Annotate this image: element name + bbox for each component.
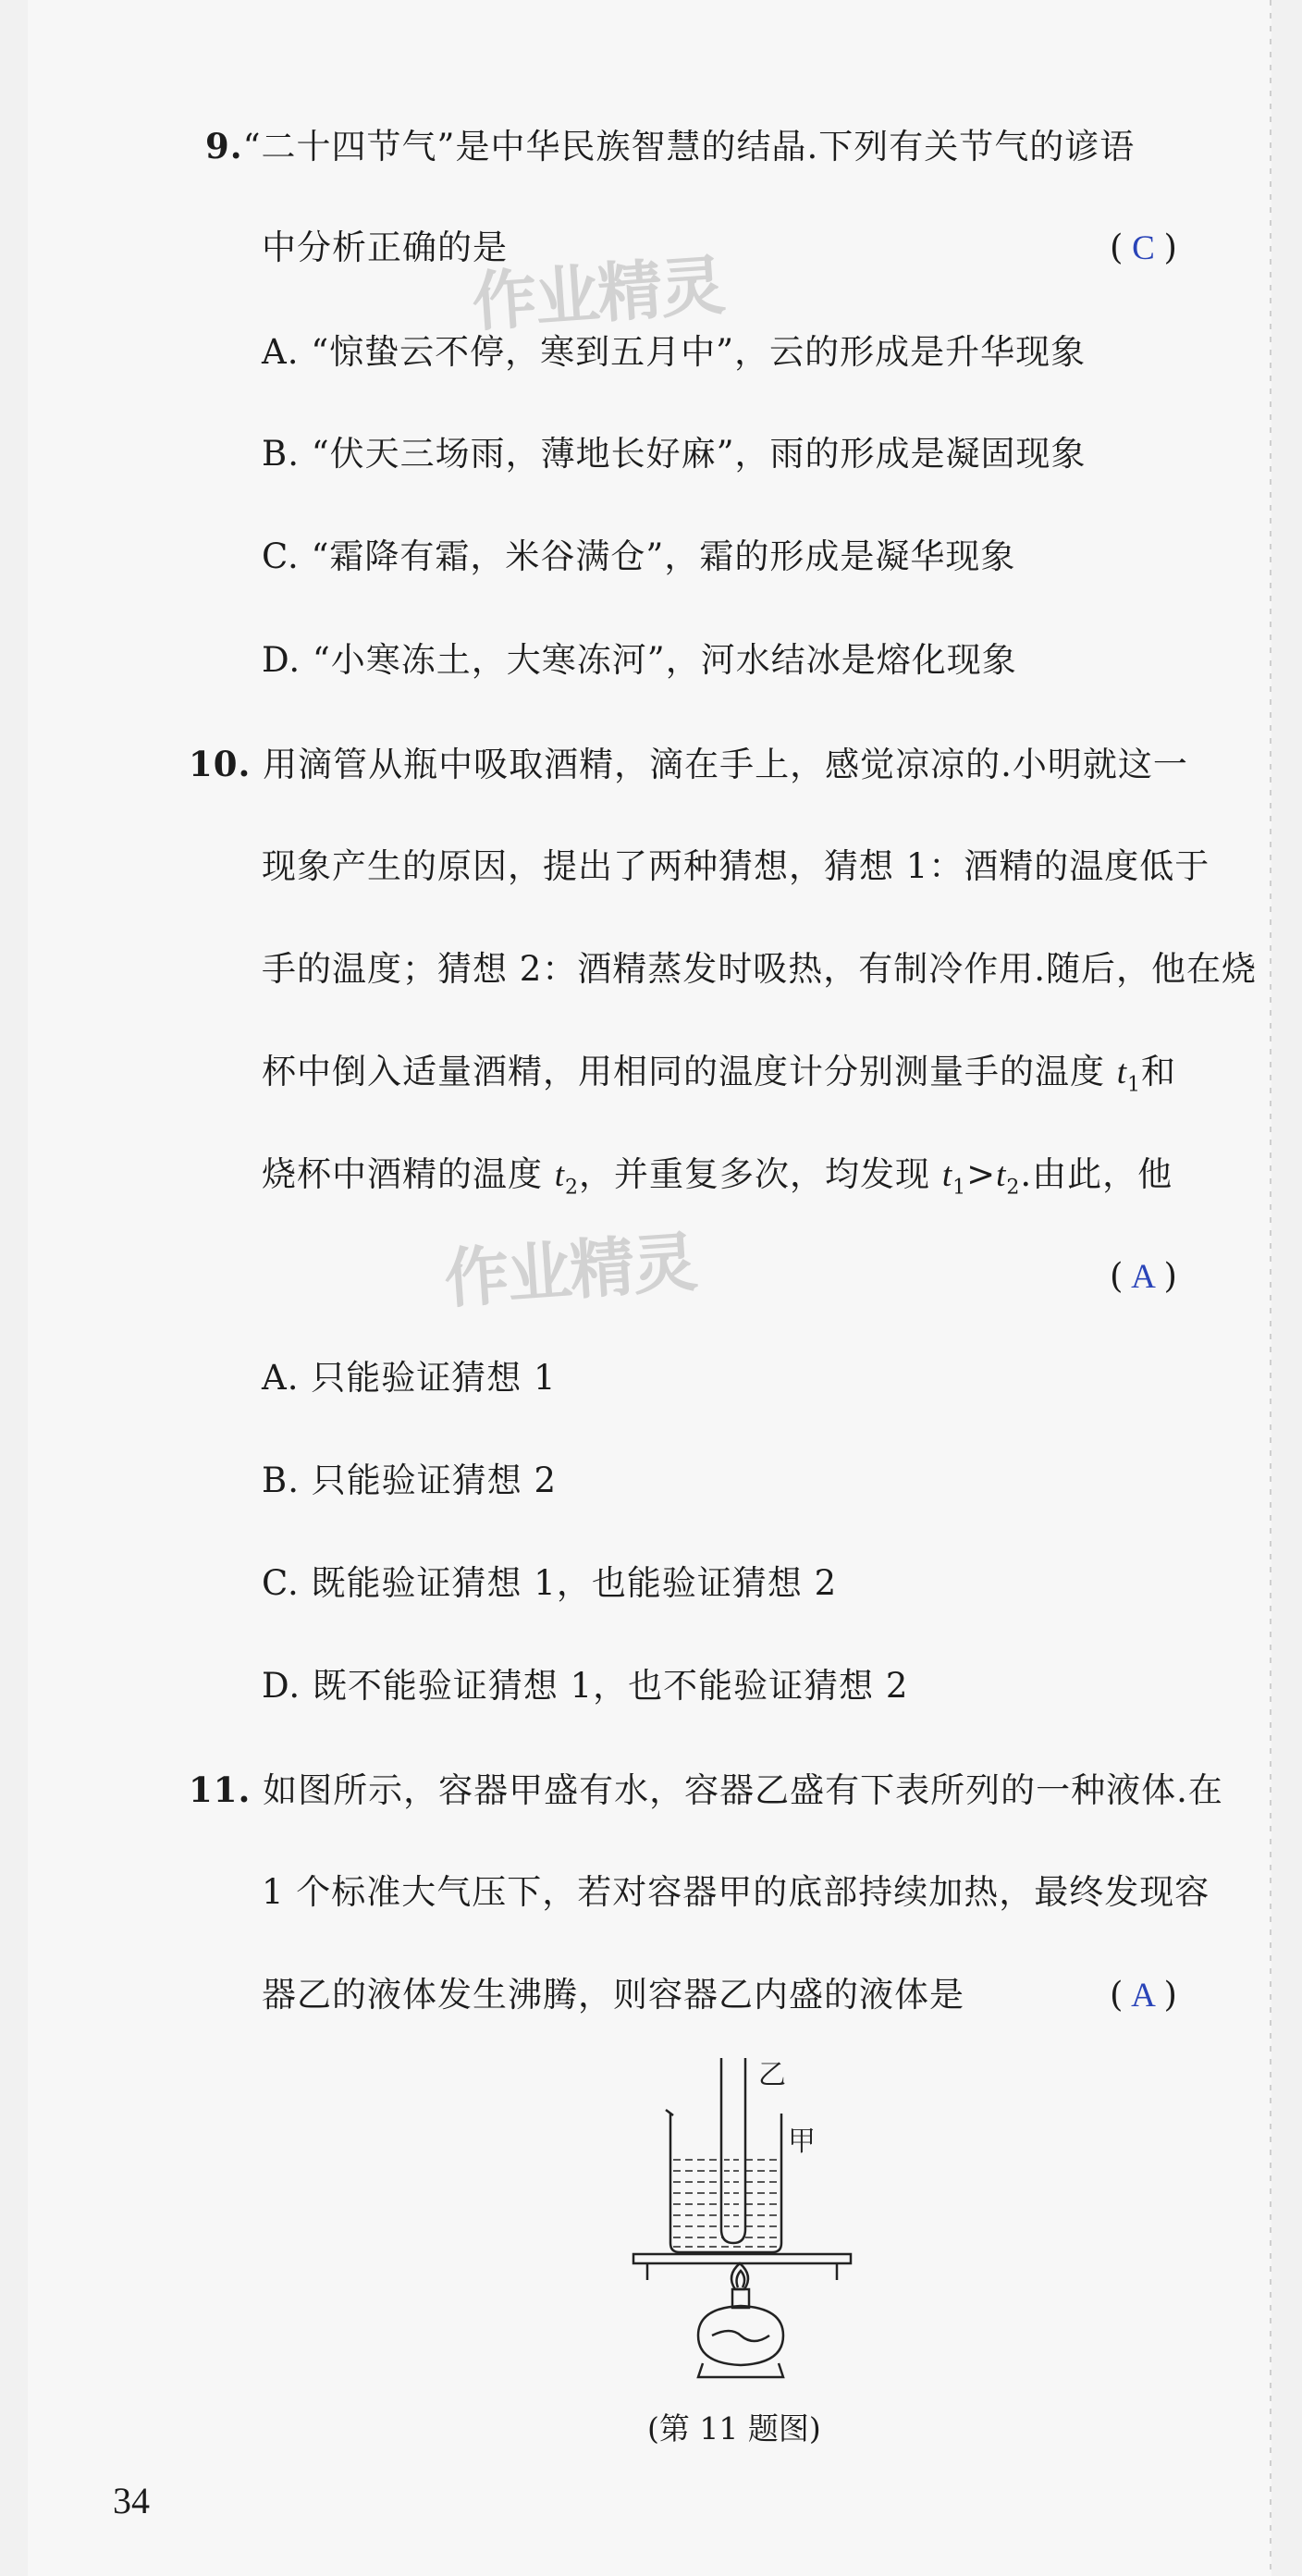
q11-figure — [610, 2058, 888, 2395]
cmp-t2: t — [996, 1156, 1007, 1194]
q10-stem-5 — [262, 1152, 1173, 1210]
watermark: 作业精灵 — [441, 1224, 698, 1318]
q11-stem-3: 器乙的液体发生沸腾，则容器乙内盛的液体是 — [262, 1975, 964, 2015]
q10-stem-4 — [262, 1050, 1176, 1107]
q10-number: 10. — [189, 744, 252, 784]
q10-stem-3: 手的温度；猜想 2：酒精蒸发时吸热，有制冷作用.随后，他在烧 — [262, 949, 1258, 989]
q10-stem-2: 现象产生的原因，提出了两种猜想，猜想 1：酒精的温度低于 — [262, 846, 1210, 886]
paren-close: ) — [1163, 228, 1177, 267]
q9-stem-2: 中分析正确的是 — [262, 228, 508, 267]
page-edge — [1270, 0, 1271, 2576]
q10-stem-4-text: 杯中倒入适量酒精，用相同的温度计分别测量手的温度 — [262, 1052, 1105, 1091]
q9-option-a: A. “惊蛰云不停，寒到五月中”，云的形成是升华现象 — [262, 332, 1087, 372]
var-t2: t — [554, 1156, 566, 1194]
q10-stem-1: 用滴管从瓶中吸取酒精，滴在手上，感觉凉凉的.小明就这一 — [263, 745, 1188, 784]
apparatus-diagram — [610, 2058, 888, 2391]
watermark: 作业精灵 — [469, 247, 726, 341]
q11-stem-2: 1 个标准大气压下，若对容器甲的底部持续加热，最终发现容 — [262, 1872, 1210, 1912]
flame — [731, 2263, 748, 2289]
q9-answer: C — [1132, 229, 1155, 267]
q10-stem-5c: .由此，他 — [1020, 1154, 1173, 1194]
cmp-t1: t — [941, 1156, 953, 1194]
q11-number: 11. — [189, 1769, 252, 1810]
q11-stem-1: 如图所示，容器甲盛有水，容器乙盛有下表所列的一种液体.在 — [263, 1770, 1223, 1810]
q9-option-d: D. “小寒冻土，大寒冻河”，河水结冰是熔化现象 — [262, 640, 1017, 680]
q11-answer-bracket — [1110, 1973, 1177, 2018]
q9-option-c: C. “霜降有霜，米谷满仓”，霜的形成是凝华现象 — [262, 536, 1016, 576]
paren-close: ) — [1163, 1256, 1177, 1296]
label-jia: 甲 — [788, 2126, 816, 2158]
q10-option-c: C. 既能验证猜想 1，也能验证猜想 2 — [262, 1563, 838, 1603]
q9-number: 9. — [205, 126, 243, 166]
q10-stem-5b: ，并重复多次，均发现 — [579, 1154, 931, 1194]
q10-option-b: B. 只能验证猜想 2 — [262, 1461, 558, 1500]
support-plate — [633, 2254, 851, 2263]
q11-line1 — [189, 1768, 1223, 1813]
q10-option-a: A. 只能验证猜想 1 — [262, 1358, 557, 1398]
q10-stem-4-end: 和 — [1141, 1052, 1177, 1091]
paren-open: ( — [1110, 1256, 1124, 1296]
cmp-t2-sub: 2 — [1006, 1176, 1021, 1200]
q10-stem-5a: 烧杯中酒精的温度 — [262, 1154, 543, 1194]
q9-option-b: B. “伏天三场雨，薄地长好麻”，雨的形成是凝固现象 — [262, 434, 1087, 474]
figure-caption: (第 11 题图) — [647, 2410, 821, 2447]
page-number: 34 — [113, 2480, 150, 2521]
paren-open: ( — [1110, 228, 1124, 267]
q11-answer: A — [1131, 1977, 1156, 2015]
var-t2-sub: 2 — [565, 1176, 580, 1200]
paren-close: ) — [1163, 1975, 1177, 2015]
q9-line1 — [205, 124, 1135, 169]
label-yi: 乙 — [758, 2059, 786, 2091]
paren-open: ( — [1110, 1975, 1124, 2015]
q9-stem-1: “二十四节气”是中华民族智慧的结晶.下列有关节气的谚语 — [242, 127, 1136, 166]
q9-answer-bracket — [1110, 226, 1177, 271]
var-t1: t — [1116, 1054, 1128, 1091]
cmp-op: > — [966, 1154, 997, 1194]
q10-answer: A — [1131, 1258, 1156, 1296]
q10-line1 — [189, 742, 1188, 787]
var-t1-sub: 1 — [1127, 1073, 1142, 1097]
cmp-t1-sub: 1 — [952, 1176, 967, 1200]
q10-option-d: D. 既不能验证猜想 1，也不能验证猜想 2 — [262, 1666, 909, 1706]
q10-answer-bracket — [1110, 1254, 1177, 1300]
